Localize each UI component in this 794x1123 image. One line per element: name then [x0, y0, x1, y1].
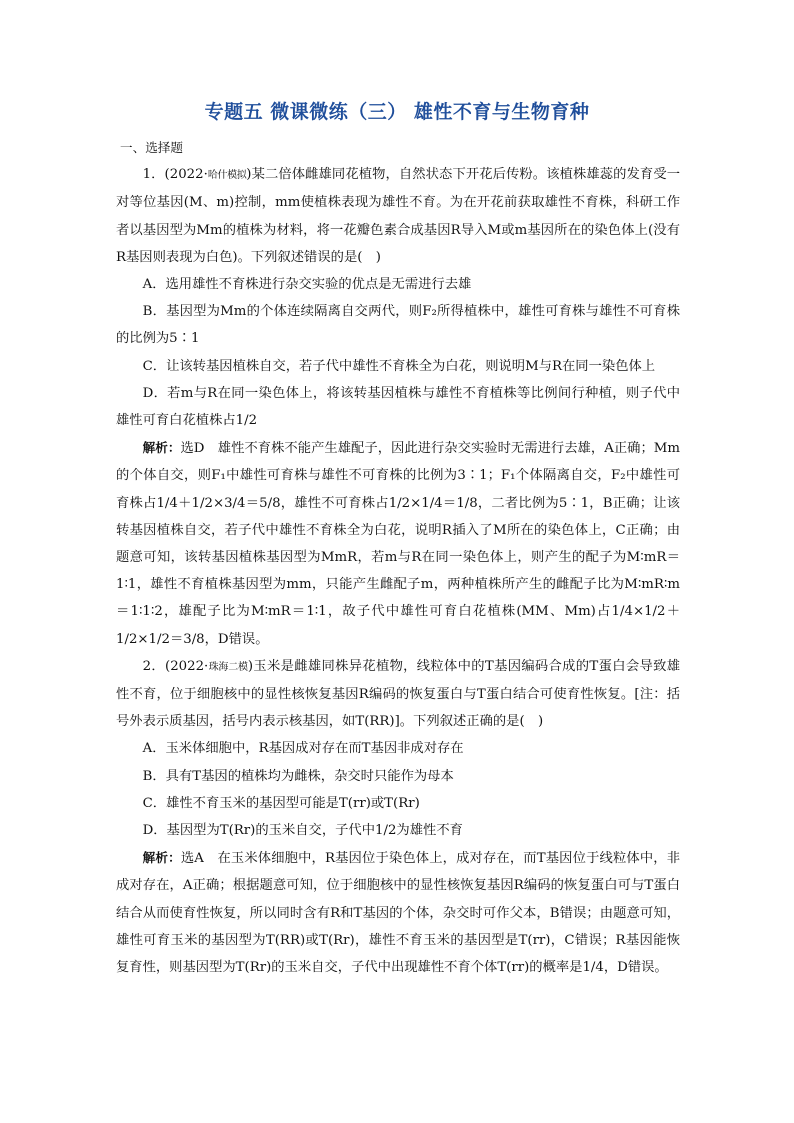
question-1-analysis — [116, 434, 680, 653]
question-2-option-b: B．具有T基因的植株均为雌株，杂交时只能作为母本 — [142, 768, 454, 784]
question-2-source: 珠海二模 — [208, 661, 248, 673]
question-1-source: 哈什模拟 — [207, 170, 247, 182]
question-2-option-c: C．雄性不育玉米的基因型可能是T(rr)或T(Rr) — [142, 795, 420, 811]
question-1-option-c: C．让该转基因植株自交，若子代中雄性不育株全为白花，则说明M与R在同一染色体上 — [142, 358, 656, 374]
document-body — [116, 134, 680, 981]
question-1-analysis-text: 选D 雄性不育株不能产生雄配子，因此进行杂交实验时无需进行去雄，A正确；Mm的个体自交，则F₁中雄性可育株与雄性不可育株的比例为3∶1；F₁个体隔离自交，F₂中雄性可育株占1/4＋1/2×3/4＝5/8，雄性不可育株占1/2×1/4＝1/8，二者比例为5∶1，B正确；让该转基因植株自交，若子代中雄性不育株全为白花，说明R插入了M所在的染色体上，C正确；由题意可知，该转基因植株基因型为MmR，若m与R在同一染色体上，则产生的配子为M∶mR＝1∶1，雄性不育植株基因型为mm，只能产生雌配子m，两种植株所产生的雌配子比为M∶mR∶m＝1∶1∶2，雄配子比为M∶mR＝1∶1，故子代中雄性可育白花植株(MM、Mm)占1/4×1/2＋1/2×1/2＝3/8，D错误。 — [116, 441, 680, 647]
question-2-number: 2． — [142, 658, 165, 674]
question-2-analysis — [116, 844, 680, 981]
question-1-number: 1． — [142, 167, 165, 183]
analysis-label: 解析： — [142, 440, 181, 456]
question-1-option-d: D．若m与R在同一染色体上，将该转基因植株与雄性不育植株等比例间行种植，则子代中雄性可育白花植株占1/2 — [116, 385, 680, 429]
section-heading: 一、选择题 — [120, 140, 183, 155]
question-2-stem — [116, 653, 680, 736]
question-2-year: (2022· — [165, 658, 209, 674]
analysis-label: 解析： — [142, 850, 181, 866]
question-1-year: (2022· — [164, 167, 208, 183]
question-1-stem — [116, 161, 680, 271]
question-1-option-b: B．基因型为Mm的个体连续隔离自交两代，则F₂所得植株中，雄性可育株与雄性不可育株的比例为5∶1 — [116, 304, 680, 347]
question-2-analysis-text: 选A 在玉米体细胞中，R基因位于染色体上，成对存在，而T基因位于线粒体中，非成对存在，A正确；根据题意可知，位于细胞核中的显性核恢复基因R编码的恢复蛋白可与T蛋白结合从而使育性恢复，所以同时含有R和T基因的个体，杂交时可作父本，B错误；由题意可知，雄性可育玉米的基因型为T(RR)或T(Rr)，雄性不育玉米的基因型是T(rr)，C错误；R基因能恢复育性，则基因型为T(Rr)的玉米自交，子代中出现雄性不育个体T(rr)的概率是1/4，D错误。 — [116, 851, 681, 976]
question-2-option-d: D．基因型为T(Rr)的玉米自交，子代中1/2为雄性不育 — [142, 823, 463, 839]
question-1-text: )某二倍体雌雄同花植物，自然状态下开花后传粉。该植株雄蕊的发育受一对等位基因(M、m)控制，mm使植株表现为雄性不育。为在开花前获取雄性不育株，科研工作者以基因型为Mm的植株为材料，将一花瓣色素合成基因R导入M或m基因所在的染色体上(没有R基因则表现为白色)。下列叙述错误的是( ) — [116, 167, 681, 265]
page-title: 专题五 微课微练（三） 雄性不育与生物育种 — [204, 101, 590, 123]
question-1-option-a: A．选用雄性不育株进行杂交实验的优点是无需进行去雄 — [142, 277, 472, 293]
question-2-option-a: A．玉米体细胞中，R基因成对存在而T基因非成对存在 — [142, 741, 464, 757]
question-2-text: )玉米是雌雄同株异花植物，线粒体中的T基因编码合成的T蛋白会导致雄性不育，位于细胞核中的显性核恢复基因R编码的恢复蛋白与T蛋白结合可使育性恢复。[注：括号外表示质基因，括号内表示核基因，如T(RR)]。下列叙述正确的是( ) — [116, 658, 680, 730]
